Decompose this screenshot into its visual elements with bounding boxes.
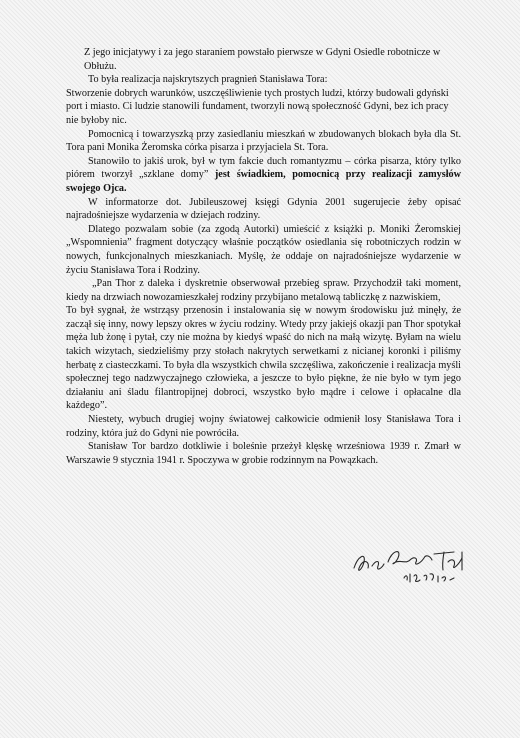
romantyzm-bold-text: jest świadkiem, pomocnicą przy realizacji zamysłów swojego Ojca. [66,169,461,194]
paragraph-pomocnica: Pomocnicą i towarzyszką przy zasiedlaniu mieszkań w zbudowanych blokach była dla St. Tora pani Monika Żeromska córka pisarza i przyjaciela St. Tora. [66,128,461,154]
paragraph-fundament: Stworzenie dobrych warunków, uszczęśliwienie tych prostych ludzi, którzy budowali gdyński port i miasto. Ci ludzie stanowili fundament, tworzyli nową społeczność Gdyni, bez ich pracy nie byłoby nic. [66,87,449,126]
paragraph-osiedle: Z jego inicjatywy i za jego staraniem powstało pierwsze w Gdyni Osiedle robotnicze w Obłużu. [84,47,441,72]
paragraph-pragnienia: To była realizacja najskrytszych pragnień Stanisława Tora: [88,74,328,86]
paragraph-informator: W informatorze dot. Jubileuszowej księgi Gdynia 2001 sugerujecie żeby opisać najradośniejsze wydarzenia w dziejach rodziny. [66,196,461,222]
paragraph-wojna: Niestety, wybuch drugiej wojny światowej całkowicie odmienił losy Stanisława Tora i rodziny, która już do Gdyni nie powróciła. [66,414,461,439]
letter-body [66,46,461,467]
paragraph-wspomnienia: Dlatego pozwalam sobie (za zgodą Autorki) umieścić z książki p. Moniki Żeromskiej „Wspomnienia” fragment dotyczący właśnie początków osiedlania się robotniczych rodzin w nowych, funkcjonalnych mieszkaniach. Myślę, że oddaje on najradośniejsze wydarzenie w życiu Stanisława Tora i Rodziny. [66,223,461,276]
handwritten-signature [350,540,470,590]
paragraph-quote-body: To był sygnał, że wstrząsy przenosin i instalowania się w nowym środowisku już minęły, że zaczął się inny, nowy lepszy okres w życiu rodziny. Wtedy przy jakiejś okazji pan Thor spotykał męża lub żonę i pytał, czy nie można by kiedyś wpaść do nich na małą wizytę. Byłam na wielu takich wizytach, siedzieliśmy przy stołach nakrytych serwetkami z nicianej koronki i piliśmy herbatę z ciasteczkami. To była dla wszystkich chwila szczęśliwa, zakończenie i realizacja myśli społecznej tego nadzwyczajnego człowieka, a jeszcze to było piękne, że nie było w tym jego działaniu ani śladu filantropijnej dobroci, wszystko było mądre i celowe i opłacalne dla każdego”. [66,305,461,412]
paragraph-romantyzm [66,155,461,196]
paragraph-smierc: Stanisław Tor bardzo dotkliwie i boleśnie przeżył klęskę wrześniowa 1939 r. Zmarł w Warszawie 9 stycznia 1941 r. Spoczywa w grobie rodzinnym na Powązkach. [66,441,461,466]
romantyzm-text: Stanowiło to jakiś urok, był w tym fakcie duch romantyzmu – córka pisarza, który tylko piórem tworzył „szklane domy” [66,155,461,181]
paragraph-quote-start: „Pan Thor z daleka i dyskretnie obserwował przebieg spraw. Przychodził taki moment, kiedy na drzwiach nowozamieszkałej rodziny przybijano metalową tabliczkę z nazwiskiem, [66,278,461,303]
